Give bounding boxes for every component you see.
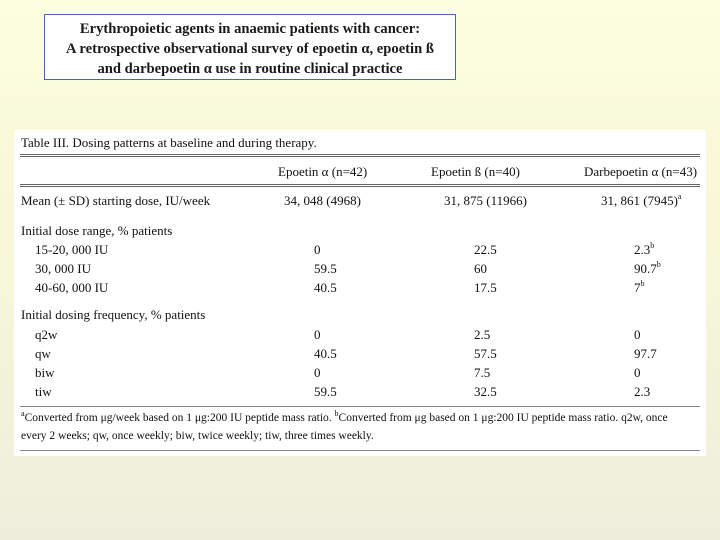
table-caption: Table III. Dosing patterns at baseline and during therapy. (21, 135, 317, 150)
title-line-2: A retrospective observational survey of epoetin α, epoetin ß (66, 41, 434, 57)
table-cell: 0 (634, 365, 641, 380)
dose-range-row-label: 30, 000 IU (35, 261, 91, 276)
footnote-rule (20, 406, 700, 407)
slide-title-box (44, 14, 456, 80)
table-cell: 0 (314, 242, 321, 257)
mean-dose-darbepoetin-alpha: 31, 861 $(7945)^a$ (601, 192, 682, 208)
column-header-epoetin-beta: Epoetin ß (n=40) (431, 164, 520, 179)
table-cell: 60 (474, 261, 487, 276)
dosing-table (14, 130, 706, 456)
table-cell: 59.5 (314, 384, 337, 399)
mean-dose-label: Mean (± SD) starting dose, IU/week (21, 193, 211, 208)
frequency-row-label: biw (35, 365, 55, 380)
table-cell: 0 (314, 327, 321, 342)
dose-range-row-label: 15-20, 000 IU (35, 242, 109, 257)
footnote-line-1: $^a$Converted from μg/week based on 1 μg:200 IU peptide mass ratio. $^b$Converted from μg based on 1 μg:200 IU peptide mass ratio. q2w, once (21, 409, 668, 424)
table-cell: 0 (634, 327, 641, 342)
table-cell: 57.5 (474, 346, 497, 361)
mean-dose-epoetin-beta: 31, 875 (11966) (444, 193, 527, 208)
table-cell: 59.5 (314, 261, 337, 276)
title-line-1: Erythropoietic agents in anaemic patients with cancer: (79, 21, 421, 37)
column-header-epoetin-alpha: Epoetin α (n=42) (278, 164, 368, 179)
table-top-rule (20, 154, 700, 157)
table-cell: 97.7 (634, 346, 657, 361)
table-cell: 90.7$^b$ (634, 260, 661, 276)
table-cell: 0 (314, 365, 321, 380)
table-cell: 2.5 (474, 327, 491, 342)
frequency-row-label: qw (35, 346, 51, 361)
table-cell: 7$^b$ (634, 279, 645, 295)
table-cell: 2.3$^b$ (634, 241, 655, 257)
frequency-row-label: tiw (35, 384, 52, 399)
table-cell: 2.3 (634, 384, 651, 399)
table-cell: 17.5 (474, 280, 497, 295)
table-cell: 40.5 (314, 280, 337, 295)
table-cell: 7.5 (474, 365, 491, 380)
frequency-row-label: q2w (35, 327, 58, 342)
table-cell: 22.5 (474, 242, 497, 257)
dose-range-row-label: 40-60, 000 IU (35, 280, 109, 295)
mean-dose-epoetin-alpha: 34, 048 (4968) (284, 193, 361, 208)
table-cell: 32.5 (474, 384, 497, 399)
column-header-darbepoetin-alpha: Darbepoetin α (n=43) (584, 164, 698, 179)
footnote-line-2: every 2 weeks; qw, once weekly; biw, twice weekly; tiw, three times weekly. (21, 430, 374, 442)
table-bottom-rule (20, 450, 700, 451)
title-line-3: and darbepoetin α use in routine clinical practice (97, 61, 403, 77)
section-dosing-frequency-label: Initial dosing frequency, % patients (21, 307, 206, 322)
section-dose-range-label: Initial dose range, % patients (21, 223, 173, 238)
header-rule (20, 184, 700, 187)
table-cell: 40.5 (314, 346, 337, 361)
